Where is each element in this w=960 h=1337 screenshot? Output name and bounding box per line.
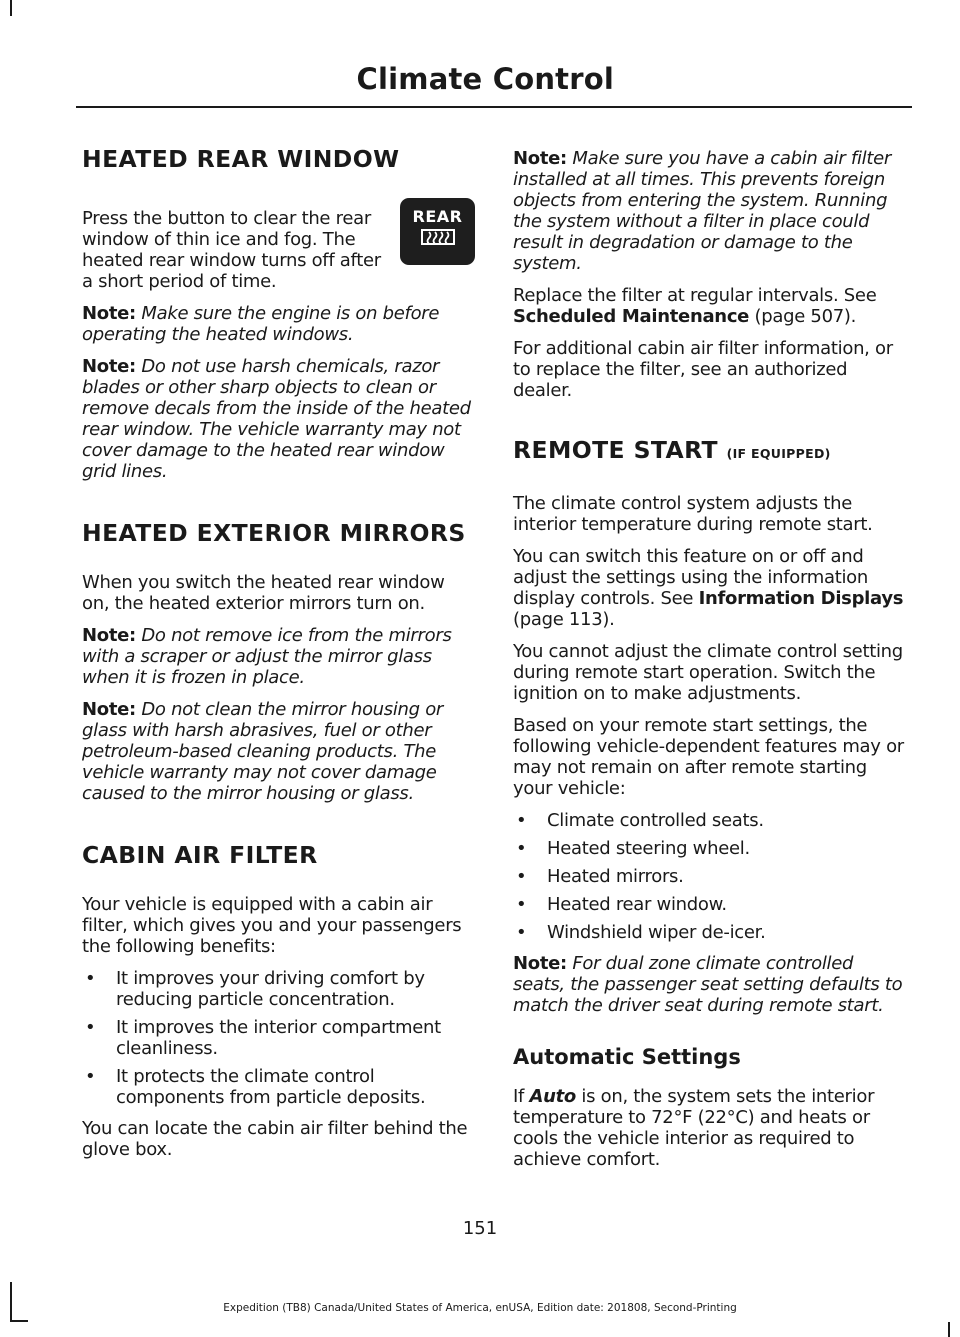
bullet: • <box>516 866 527 887</box>
note <box>513 148 908 274</box>
section-heated-rear-window <box>82 142 475 482</box>
remote-start-features-list <box>513 810 908 943</box>
note-text: Do not clean the mirror housing or glass with harsh abrasives, fuel or other petroleum-based cleaning products. The vehicle warranty may not cover damage caused to the mirror housing or glass. <box>82 699 444 804</box>
section-cabin-air-filter <box>82 838 475 1160</box>
list-item <box>513 894 908 915</box>
list-item <box>82 1017 475 1059</box>
list-item-text: Windshield wiper de-icer. <box>547 922 766 943</box>
list-item-text: Heated rear window. <box>547 894 727 915</box>
list-item-text: It improves your driving comfort by reducing particle concentration. <box>116 968 425 1010</box>
page-reference: (page 113). <box>513 609 615 630</box>
note <box>82 625 475 688</box>
bullet: • <box>516 810 527 831</box>
list-item-text: It protects the climate control components from particle deposits. <box>116 1066 426 1108</box>
note-text: Do not remove ice from the mirrors with a scraper or adjust the mirror glass when it is frozen in place. <box>82 625 452 688</box>
remote-start-p3: You cannot adjust the climate control setting during remote start operation. Switch the ignition on to make adjustments. <box>513 641 903 704</box>
auto-post: is on, the system sets the interior temperature to 72°F (22°C) and heats or cools the vehicle interior as required to achieve comfort. <box>513 1086 875 1170</box>
heated-mirrors-intro: When you switch the heated rear window on, the heated exterior mirrors turn on. <box>82 572 445 614</box>
replace-text: Replace the filter at regular intervals. See <box>513 285 877 306</box>
list-item-text: Heated steering wheel. <box>547 838 750 859</box>
heading-cabin-air-filter: CABIN AIR FILTER <box>82 841 318 869</box>
list-item-text: It improves the interior compartment cleanliness. <box>116 1017 441 1059</box>
remote-start-p1: The climate control system adjusts the interior temperature during remote start. <box>513 493 873 535</box>
page-reference: (page 507). <box>754 306 857 327</box>
note <box>82 356 475 482</box>
benefits-list <box>82 968 475 1108</box>
note-label: Note: <box>513 953 567 974</box>
rear-defrost-icon <box>400 198 475 265</box>
replace-filter-text <box>513 285 908 327</box>
page-number: 151 <box>462 1218 498 1239</box>
note-label: Note: <box>82 303 136 324</box>
note-label: Note: <box>82 625 136 646</box>
bullet: • <box>516 894 527 915</box>
list-item <box>82 1066 475 1108</box>
note-text: Do not use harsh chemicals, razor blades or other sharp objects to clean or remove decals from the inside of the heated rear window. The vehicle warranty may not cover damage to the heated rear window grid lines. <box>82 356 471 482</box>
section-remote-start <box>513 433 908 1016</box>
bullet: • <box>516 922 527 943</box>
additional-info: For additional cabin air filter information, or to replace the filter, see an authorized dealer. <box>513 338 893 401</box>
heading-automatic-settings: Automatic Settings <box>513 1045 741 1069</box>
crop-mark-bottom-right <box>948 1322 950 1337</box>
crop-mark-top-left <box>10 0 12 16</box>
note-label: Note: <box>513 148 567 169</box>
automatic-settings-text <box>513 1086 908 1170</box>
auto-pre: If <box>513 1086 525 1107</box>
note <box>82 303 475 345</box>
heading-heated-rear-window: HEATED REAR WINDOW <box>82 145 400 173</box>
note <box>82 699 475 804</box>
note-label: Note: <box>82 699 136 720</box>
left-column <box>82 142 475 1171</box>
list-item-text: Climate controlled seats. <box>547 810 764 831</box>
bullet: • <box>85 1066 96 1087</box>
p2-text: You can switch this feature on or off and adjust the settings using the information display controls. See <box>513 546 868 609</box>
section-heated-mirrors <box>82 516 475 804</box>
bullet: • <box>516 838 527 859</box>
note-text: Make sure the engine is on before operating the heated windows. <box>82 303 440 345</box>
heading-suffix: (IF EQUIPPED) <box>726 446 831 461</box>
note-label: Note: <box>82 356 136 377</box>
list-item <box>513 810 908 831</box>
page-title: Climate Control <box>356 62 614 96</box>
cabin-filter-location: You can locate the cabin air filter behind the glove box. <box>82 1118 468 1160</box>
remote-start-p4: Based on your remote start settings, the following vehicle-dependent features may or may not remain on after remote starting your vehicle: <box>513 715 904 799</box>
crop-mark-bottom-left-h <box>10 1320 28 1322</box>
remote-start-p2 <box>513 546 908 630</box>
note-text: For dual zone climate controlled seats, the passenger seat setting defaults to match the driver seat during remote start. <box>513 953 903 1016</box>
auto-mode-label: Auto <box>529 1086 576 1107</box>
heat-waves-icon <box>421 228 455 246</box>
rear-defrost-icon-label: REAR <box>412 207 463 226</box>
heading-heated-mirrors: HEATED EXTERIOR MIRRORS <box>82 519 466 547</box>
list-item <box>82 968 475 1010</box>
information-displays-link[interactable]: Information Displays <box>698 588 904 609</box>
list-item <box>513 922 908 943</box>
list-item <box>513 838 908 859</box>
heading-text: REMOTE START <box>513 436 718 464</box>
right-column <box>513 148 908 1181</box>
list-item <box>513 866 908 887</box>
bullet: • <box>85 968 96 989</box>
section-automatic-settings <box>513 1042 908 1170</box>
scheduled-maintenance-link[interactable]: Scheduled Maintenance <box>513 306 750 327</box>
header-divider <box>76 106 912 108</box>
cabin-filter-intro: Your vehicle is equipped with a cabin air filter, which gives you and your passengers the following benefits: <box>82 894 462 957</box>
note <box>513 953 908 1016</box>
heated-rear-window-intro: Press the button to clear the rear window of thin ice and fog. The heated rear window turns off after a short period of time. <box>82 208 381 292</box>
bullet: • <box>85 1017 96 1038</box>
list-item-text: Heated mirrors. <box>547 866 684 887</box>
heading-remote-start <box>513 433 908 471</box>
footer-edition-info: Expedition (TB8) Canada/United States of America, enUSA, Edition date: 201808, Second-Printing <box>223 1302 737 1314</box>
note-text: Make sure you have a cabin air filter installed at all times. This prevents foreign objects from entering the system. Running the system without a filter in place could result in degradation or damage to the system. <box>513 148 891 274</box>
